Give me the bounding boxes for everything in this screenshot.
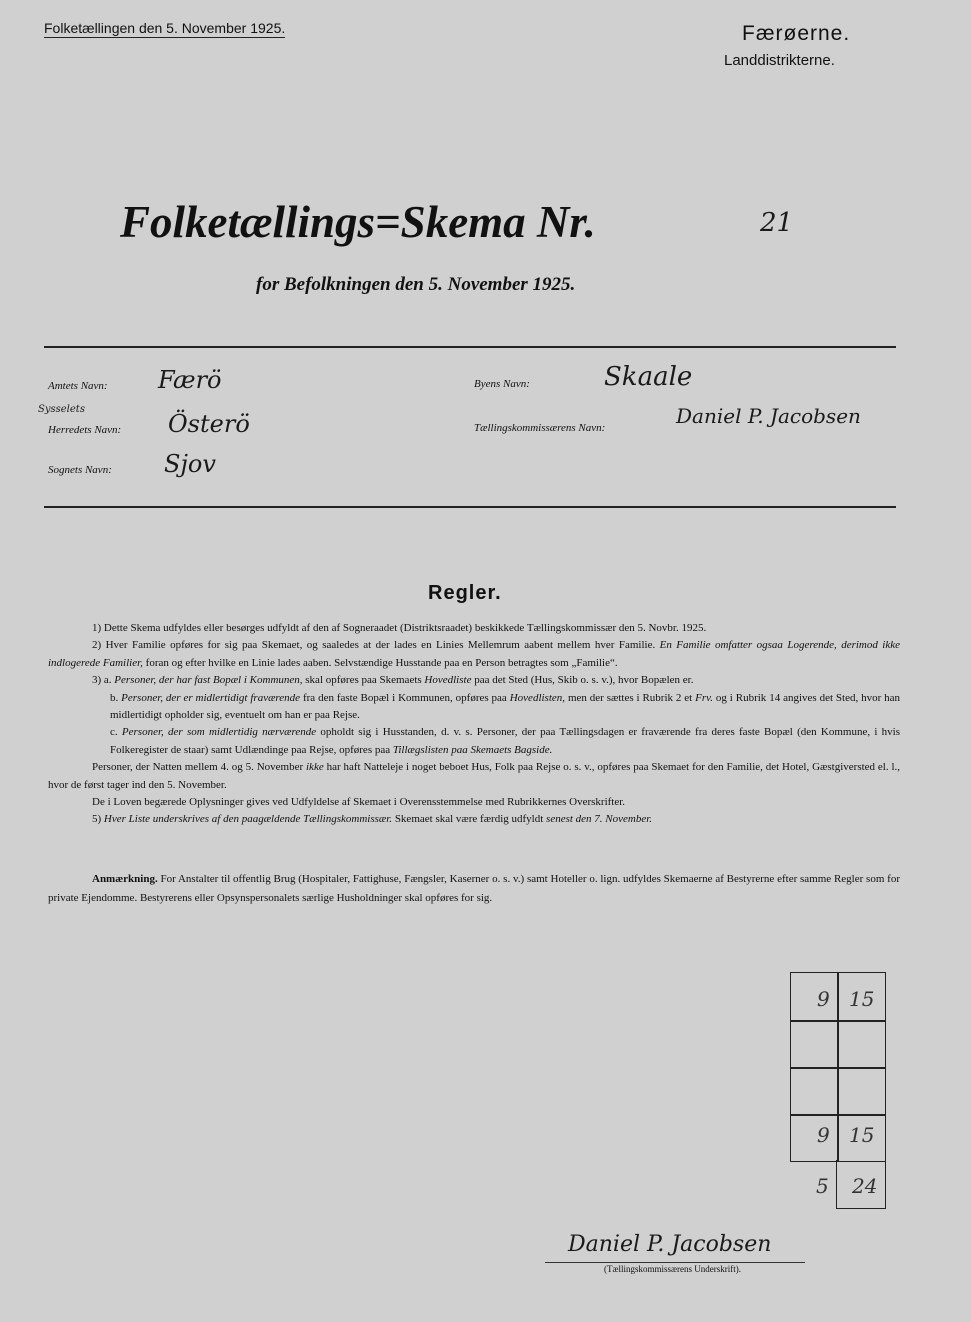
signature-line [545,1262,805,1263]
signature: Daniel P. Jacobsen [568,1232,772,1257]
rule-2: 2) Hver Familie opføres for sig paa Skemaet, og saaledes at der lades en Linies Mellemrum aabent mellem hver Familie. En Familie omfatter ogsaa Logerende, derimod ikke indlogerede Familier, foran og efter hvilke en Linie lades aaben. Selvstændige Husstande paa en Person betragtes som „Familie“. [48,639,900,669]
sogn-label: Sognets Navn: [48,464,112,476]
tally-cell: 9 [817,987,830,1011]
tally-divider-row [791,1067,885,1069]
tally-table [790,972,886,1162]
rule-4: De i Loven begærede Oplysninger gives ved Udfyldelse af Skemaet i Overensstemmelse med Rubrikkernes Overskrifter. [92,796,626,809]
by-label: Byens Navn: [474,378,530,390]
signature-caption: (Tællingskommissærens Underskrift). [604,1264,741,1274]
rules-text [48,620,900,829]
note-paragraph [48,870,900,908]
tally-cell: 15 [849,987,875,1011]
form-title: Folketællings=Skema Nr. [120,197,596,247]
sogn-value: Sjov [164,450,216,478]
rule-5: 5) Hver Liste underskrives af den paagældende Tællingskommissær. Skemaet skal være færdig udfyldt senest den 7. November. [92,813,653,826]
rule-3a: 3) a. Personer, der har fast Bopæl i Kommunen, skal opføres paa Skemaets Hovedliste paa det Sted (Hus, Skib o. s. v.), hvor Bopælen er. [92,674,694,687]
tally-cell: 9 [817,1123,830,1147]
tally-total-left: 5 [816,1174,829,1198]
kommissaer-label: Tællingskommissærens Navn: [474,422,606,434]
divider-bottom [44,506,896,508]
amt-value: Færö [158,366,222,394]
district-header: Landdistrikterne. [724,52,835,69]
by-value: Skaale [604,362,693,392]
divider-top [44,346,896,348]
rule-3b: b. Personer, der er midlertidigt fraværende fra den faste Bopæl i Kommunen, opføres paa Hovedlisten, men der sættes i Rubrik 2 et Frv. og i Rubrik 14 angives det Sted, hvor han midlertidigt opholder sig, eventuelt om han er paa Rejse. [110,691,901,722]
tally-divider-row [791,1114,885,1116]
region-header: Færøerne. [742,22,851,45]
note-text: For Anstalter til offentlig Brug (Hospitaler, Fattighuse, Fængsler, Kaserner o. s. v.) samt Hoteller o. lign. udfyldes Skemaerne af Bestyrerne efter samme Regler som for private Ejendomme. Bestyrerens eller Opsynspersonalets særlige Husholdninger skal opføres for sig. [48,873,901,904]
rule-3c: c. Personer, der som midlertidig nærværende opholdt sig i Husstanden, d. v. s. Personer, der paa Tællingsdagen er fraværende fra deres faste Bopæl (den Kommune, i hvis Folkeregister de staar) samt Udlændinge paa Rejse, opføres paa Tillægslisten paa Skemaets Bagside. [110,726,901,756]
kommissaer-value: Daniel P. Jacobsen [676,404,861,428]
form-subtitle: for Befolkningen den 5. November 1925. [256,274,576,295]
tally-total-right: 24 [852,1174,878,1198]
census-date-header: Folketællingen den 5. November 1925. [44,20,286,36]
rule-1: 1) Dette Skema udfyldes eller besørges udfyldt af den af Sogneraadet (Distriktsraadet) beskikkede Tællingskommissær den 5. Novbr. 1925. [92,622,707,634]
rule-3d: Personer, der Natten mellem 4. og 5. November ikke har haft Natteleje i noget beboet Hus, Folk paa Rejse o. s. v., opføres paa Skemaet for den Familie, det Hotel, Gæstgiversted el. l., hvor de først tager ind den 5. November. [48,761,901,791]
amt-label: Amtets Navn: [48,380,108,392]
rules-heading: Regler. [428,582,502,604]
note-label: Anmærkning. [92,873,158,885]
form-number: 21 [760,208,794,238]
herred-label: Herredets Navn: [48,424,122,436]
tally-cell: 15 [849,1123,875,1147]
herred-value: Österö [168,410,250,438]
tally-divider-row [791,1020,885,1022]
herred-correction: Sysselets [38,404,85,415]
